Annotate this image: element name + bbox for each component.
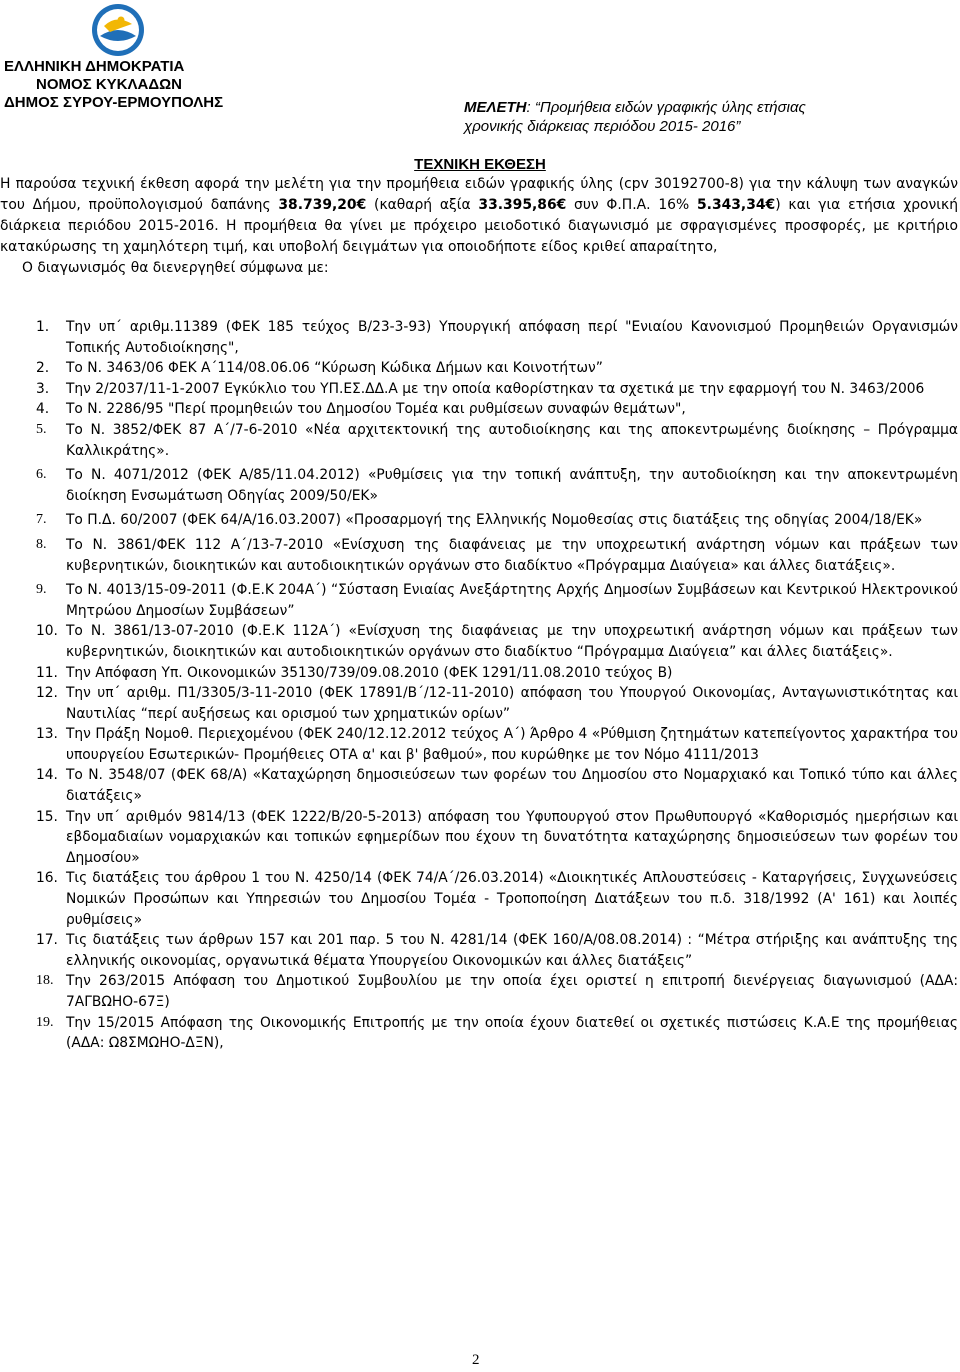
org-line-prefecture: ΝΟΜΟΣ ΚΥΚΛΑΔΩΝ	[36, 76, 182, 93]
item-text: Το Ν. 3852/ΦΕΚ 87 Α΄/7-6-2010 «Νέα αρχιτεκτονική της αυτοδιοίκησης και της αποκεντρωμένης διοίκησης – Πρόγραμμα Καλλικράτης».	[66, 421, 958, 459]
item-number: 4.	[36, 401, 50, 418]
item-text: Την Απόφαση Υπ. Οικονομικών 35130/739/09.08.2010 (ΦΕΚ 1291/11.08.2010 τεύχος Β)	[66, 664, 673, 681]
list-item	[0, 621, 958, 662]
municipality-logo	[88, 2, 148, 58]
item-text: Τις διατάξεις των άρθρων 157 και 201 παρ. 5 του Ν. 4281/14 (ΦΕΚ 160/Α/08.08.2014) : “Μέτρα στήριξης και ανάπτυξης της ελληνικής οικονομίας, οργανωτικά θέματα Υπουργείου Οικονομικών και άλλες διατάξεις”	[66, 932, 958, 969]
list-item	[0, 663, 958, 684]
item-number: 14.	[36, 767, 58, 784]
list-item	[0, 399, 958, 420]
org-line-republic: ΕΛΛΗΝΙΚΗ ΔΗΜΟΚΡΑΤΙΑ	[4, 58, 185, 75]
item-number: 8.	[36, 536, 47, 552]
item-number: 10.	[36, 623, 58, 640]
item-text: Την υπ΄ αριθμόν 9814/13 (ΦΕΚ 1222/Β/20-5-2013) απόφαση του Υφυπουργού στον Πρωθυπουργό «Καθορισμός ημερήσιων και εβδομαδιαίων νομαρχιακών και τοπικών εφημερίδων που έχουν τη δυνατότητα καταχώρησης δημοσιεύσεων των φορέων του Δημοσίου»	[66, 808, 958, 866]
item-text: Το Ν. 4071/2012 (ΦΕΚ Α/85/11.04.2012) «Ρυθμίσεις για την τοπική ανάπτυξη, την αυτοδιοίκηση και την αποκεντρωμένη διοίκηση Ενσωμάτωση Οδηγίας 2009/50/ΕΚ»	[66, 467, 958, 504]
item-text: Την 15/2015 Απόφαση της Οικονομικής Επιτροπής με την οποία έχουν διατεθεί οι σχετικές πιστώσεις Κ.Α.Ε της προμήθειας (ΑΔΑ: Ω8ΣΜΩΗΟ-ΔΞΝ),	[66, 1014, 958, 1052]
list-item	[0, 683, 958, 724]
item-text: Το Ν. 4013/15-09-2011 (Φ.Ε.Κ 204Α΄) “Σύσταση Ενιαίας Ανεξάρτητης Αρχής Δημοσίων Συμβάσεων και Κεντρικού Ηλεκτρονικού Μητρώου Δημοσίων Συμβάσεων”	[66, 582, 958, 619]
item-text: Το Ν. 3548/07 (ΦΕΚ 68/Α) «Καταχώρηση δημοσιεύσεων των φορέων του Δημοσίου στο Νομαρχιακό και Τοπικό τύπο και άλλες διατάξεις»	[66, 767, 958, 805]
list-item	[0, 868, 958, 930]
item-number: 5.	[36, 421, 47, 437]
list-item	[0, 971, 958, 1012]
list-item	[0, 580, 958, 621]
study-label: ΜΕΛΕΤΗ	[464, 99, 527, 116]
item-number: 19.	[36, 1014, 54, 1030]
item-text: Την υπ΄ αριθμ.11389 (ΦΕΚ 185 τεύχος Β/23-3-93) Υπουργική απόφαση περί "Ενιαίου Κανονισμού Προμηθειών Οργανισμών Τοπικής Αυτοδιοίκησης",	[66, 319, 958, 356]
organization-header	[4, 58, 223, 112]
intro-section	[0, 174, 958, 279]
intro-text-c: συν Φ.Π.Α. 16%	[566, 197, 697, 213]
list-item	[0, 535, 958, 576]
item-number: 6.	[36, 467, 47, 483]
list-item	[0, 807, 958, 869]
budget-vat: 5.343,34€	[697, 197, 776, 213]
item-number: 9.	[36, 582, 47, 598]
intro-text-d: ) και για ετήσια χρονική διάρκεια περιόδου 2015-2016. Η προμήθεια θα γίνει με πρόχειρο μειοδοτικό διαγωνισμό με σφραγισμένες προσφορές, με κριτήριο κατακύρωσης τη χαμηλότερη τιμή, και υποβολή δειγμάτων για οποιοδήποτε είδος κριθεί απαραίτητο,	[0, 197, 958, 255]
item-text: Το Ν. 3463/06 ΦΕΚ Α΄114/08.06.06 “Κύρωση Κώδικα Δήμων και Κοινοτήτων”	[66, 360, 603, 377]
item-text: Την 2/2037/11-1-2007 Εγκύκλιο του ΥΠ.ΕΣ.ΔΔ.Α με την οποία καθορίστηκαν τα σχετικά με την εφαρμογή του Ν. 3463/2006	[66, 380, 925, 397]
list-item	[0, 465, 958, 506]
page-number: 2	[472, 1352, 480, 1368]
list-item	[0, 379, 958, 400]
budget-total: 38.739,20€	[278, 197, 367, 213]
list-item	[0, 358, 958, 379]
item-text: Το Ν. 3861/13-07-2010 (Φ.Ε.Κ 112Α΄) «Ενίσχυση της διαφάνειας με την υποχρεωτική ανάρτηση νόμων και πράξεων των κυβερνητικών, διοικητικών και αυτοδιοικητικών οργάνων στο διαδίκτυο “Πρόγραμμα Διαύγεια” και άλλες διατάξεις».	[66, 623, 958, 660]
study-line-1: : “Προμήθεια ειδών γραφικής ύλης ετήσιας	[526, 99, 806, 116]
list-item	[0, 765, 958, 806]
item-text: Το Ν. 2286/95 "Περί προμηθειών του Δημοσίου Τομέα και ρυθμίσεων συναφών θεμάτων",	[66, 401, 686, 418]
list-item	[0, 510, 958, 531]
item-number: 1.	[36, 319, 50, 335]
references-list	[0, 317, 958, 1054]
item-text: Την 263/2015 Απόφαση του Δημοτικού Συμβουλίου με την οποία έχει οριστεί η επιτροπή διενέργειας διαγωνισμού (ΑΔΑ: 7ΑΓΒΩΗΟ-67Ξ)	[66, 973, 958, 1010]
item-number: 2.	[36, 360, 50, 377]
item-number: 16.	[36, 870, 58, 887]
intro-procedure-line: Ο διαγωνισμός θα διενεργηθεί σύμφωνα με:	[22, 260, 329, 276]
item-number: 18.	[36, 973, 54, 989]
study-title	[464, 98, 944, 136]
item-text: Τις διατάξεις του άρθρου 1 του Ν. 4250/14 (ΦΕΚ 74/Α΄/26.03.2014) «Διοικητικές Απλουστεύσεις - Καταργήσεις, Συγχωνεύσεις Νομικών Προσώπων και Υπηρεσιών του Δημοσίου Τομέα - Τροποποίηση Διατάξεων του π.δ. 318/1992 (Α' 161) και λοιπές ρυθμίσεις»	[66, 870, 958, 928]
item-number: 13.	[36, 726, 58, 743]
item-number: 17.	[36, 932, 58, 949]
item-number: 15.	[36, 808, 58, 825]
intro-paragraph	[0, 174, 958, 258]
intro-text-b: (καθαρή αξία	[366, 197, 479, 213]
item-text: Το Π.Δ. 60/2007 (ΦΕΚ 64/Α/16.03.2007) «Προσαρμογή της Ελληνικής Νομοθεσίας στις διατάξεις της οδηγίας 2004/18/ΕΚ»	[66, 512, 923, 529]
item-number: 3.	[36, 380, 50, 397]
list-item	[0, 1013, 958, 1054]
study-line-2: χρονικής διάρκειας περιόδου 2015- 2016”	[464, 118, 741, 135]
list-item	[0, 317, 958, 358]
document-title: ΤΕΧΝΙΚΗ ΕΚΘΕΣΗ	[414, 156, 546, 173]
item-text: Την υπ΄ αριθμ. Π1/3305/3-11-2010 (ΦΕΚ 17891/Β΄/12-11-2010) απόφαση του Υπουργού Οικονομίας, Ανταγωνιστικότητας και Ναυτιλίας “περί αυξήσεως και ορισμού των χρηματικών ορίων”	[66, 685, 958, 722]
org-line-municipality: ΔΗΜΟΣ ΣΥΡΟΥ-ΕΡΜΟΥΠΟΛΗΣ	[4, 94, 224, 111]
item-number: 11.	[36, 664, 58, 681]
item-text: Την Πράξη Νομοθ. Περιεχομένου (ΦΕΚ 240/12.12.2012 τεύχος Α΄) Άρθρο 4 «Ρύθμιση ζητημάτων κατεπείγοντος χαρακτήρα του υπουργείου Εσωτερικών- Προμήθειες ΟΤΑ α' και β' βαθμού», που κυρώθηκε με τον Νόμο 4111/2013	[66, 726, 958, 763]
list-item	[0, 930, 958, 971]
budget-net: 33.395,86€	[478, 197, 567, 213]
list-item	[0, 724, 958, 765]
item-number: 7.	[36, 512, 47, 528]
item-number: 12.	[36, 685, 58, 702]
intro-text-a: Η παρούσα τεχνική έκθεση αφορά την μελέτη για την προμήθεια ειδών γραφικής ύλης (cpv 30192700-8) για την κάλυψη των αναγκών του Δήμου, προϋπολογισμού δαπάνης	[0, 176, 958, 213]
item-text: Το Ν. 3861/ΦΕΚ 112 Α΄/13-7-2010 «Ενίσχυση της διαφάνειας με την υποχρεωτική ανάρτηση νόμων και πράξεων των κυβερνητικών, διοικητικών και αυτοδιοικητικών οργάνων στο διαδίκτυο «Πρόγραμμα Διαύγεια» και άλλες διατάξεις».	[66, 536, 958, 574]
list-item	[0, 420, 958, 461]
